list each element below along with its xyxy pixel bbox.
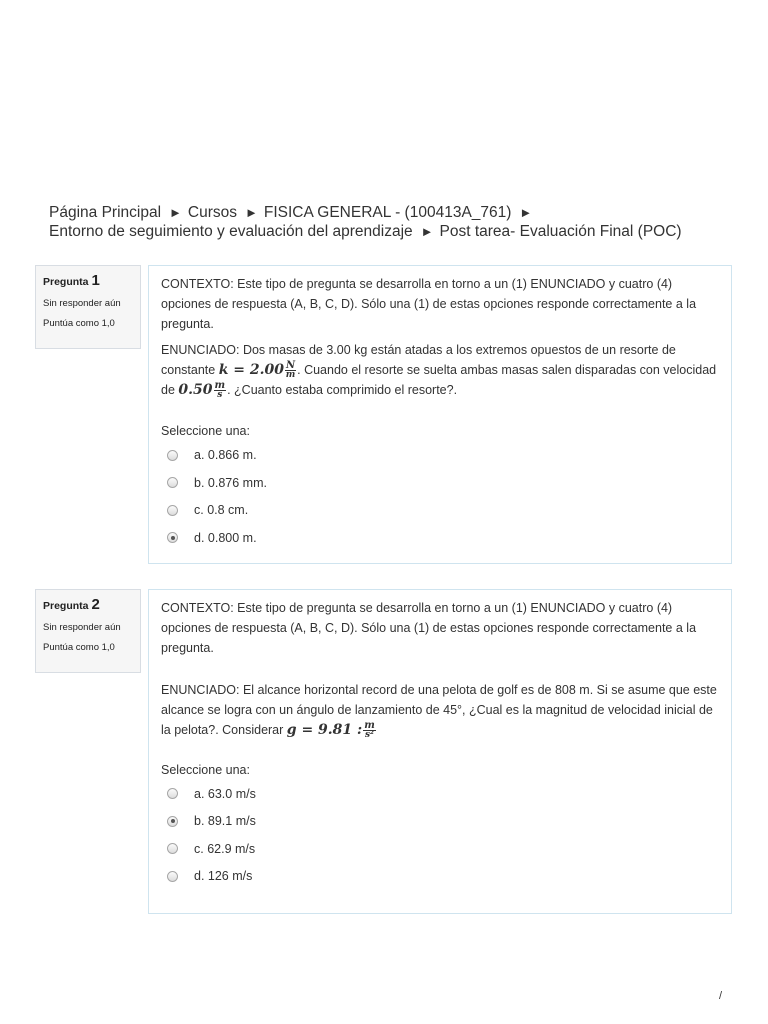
statement-text: ENUNCIADO: El alcance horizontal record de una pelota de golf es de 808 m. Si se asume que este alcance se logra con un ángulo de lanzamiento de 45°, ¿Cual es la magnitud de velocidad inicial de la pelota?. Considerar	[161, 683, 717, 737]
question-1-context: CONTEXTO: Este tipo de pregunta se desarrolla en torno a un (1) ENUNCIADO y cuatro (4) opciones de respuesta (A, B, C, D). Sólo una (1) de estas opciones responde correctamente a la pregunta.	[161, 277, 697, 331]
fraction-denominator: s²	[364, 730, 374, 741]
statement-text: . Cuando el resorte se suelta ambas masas salen disparadas con velocidad de	[161, 363, 717, 398]
question-2-number	[43, 596, 133, 613]
answer-option-d[interactable]	[167, 863, 719, 891]
question-2-statement	[161, 680, 719, 740]
option-label: a. 63.0 m/s	[194, 786, 256, 801]
option-label: b. 0.876 mm.	[194, 475, 267, 490]
fraction-numerator: m	[214, 380, 226, 392]
answer-option-b[interactable]	[167, 469, 719, 497]
question-1-content	[148, 265, 732, 564]
fraction-numerator: N	[285, 360, 296, 372]
math-expression: 0.50	[178, 382, 213, 399]
question-1-prompt: Seleccione una:	[161, 424, 250, 439]
question-number: 1	[91, 272, 100, 289]
answer-option-a[interactable]	[167, 441, 719, 469]
question-2-status: Sin responder aún	[43, 622, 121, 633]
option-label: d. 126 m/s	[194, 869, 253, 884]
question-label: Pregunta	[43, 276, 89, 288]
breadcrumb-section-link[interactable]: Entorno de seguimiento y evaluación del aprendizaje	[49, 223, 413, 240]
page-mark: /	[719, 990, 723, 1002]
math-expression: k = 2.00	[218, 362, 284, 378]
question-2-content	[148, 589, 732, 914]
question-1-grade: Puntúa como 1,0	[43, 318, 115, 329]
question-1-statement	[161, 340, 719, 400]
question-1-info-panel	[35, 265, 141, 349]
breadcrumb-separator-icon: ►	[420, 224, 434, 239]
breadcrumb-separator-icon: ►	[169, 205, 182, 220]
fraction-numerator: m	[364, 720, 375, 732]
statement-text: . ¿Cuanto estaba comprimido el resorte?.	[227, 383, 458, 398]
answer-option-c[interactable]	[167, 835, 719, 863]
breadcrumb-course-link[interactable]: FISICA GENERAL - (100413A_761)	[263, 204, 512, 221]
radio-button[interactable]	[167, 450, 178, 461]
statement-text: ENUNCIADO: Dos masas de 3.00 kg están atadas a los extremos opuestos de un resorte de constante	[161, 343, 676, 377]
question-2-grade: Puntúa como 1,0	[43, 642, 115, 653]
breadcrumb-home-link[interactable]: Página Principal	[49, 204, 162, 221]
breadcrumb-courses-link[interactable]: Cursos	[187, 204, 237, 221]
option-label: c. 62.9 m/s	[194, 841, 256, 856]
question-2-prompt: Seleccione una:	[161, 763, 250, 778]
question-2-context: CONTEXTO: Este tipo de pregunta se desarrolla en torno a un (1) ENUNCIADO y cuatro (4) opciones de respuesta (A, B, C, D). Sólo una (1) de estas opciones responde correctamente a la pregunta.	[161, 601, 697, 655]
radio-button[interactable]	[167, 532, 178, 543]
radio-button[interactable]	[167, 505, 178, 516]
answer-option-a[interactable]	[167, 780, 719, 808]
breadcrumb-separator-icon: ►	[245, 205, 258, 220]
breadcrumb-quiz-link[interactable]: Post tarea- Evaluación Final (POC)	[439, 223, 682, 240]
math-fraction	[285, 361, 296, 380]
radio-button[interactable]	[167, 816, 178, 827]
question-2-info-panel	[35, 589, 141, 673]
radio-button[interactable]	[167, 871, 178, 882]
option-label: c. 0.8 cm.	[194, 503, 249, 518]
question-label: Pregunta	[43, 600, 89, 612]
option-label: d. 0.800 m.	[194, 530, 257, 545]
question-1-number	[43, 272, 133, 289]
question-1-status: Sin responder aún	[43, 298, 121, 309]
breadcrumb-line-2	[49, 222, 749, 241]
radio-button[interactable]	[167, 788, 178, 799]
breadcrumb-separator-icon: ►	[519, 205, 533, 220]
option-label: a. 0.866 m.	[194, 448, 257, 463]
math-expression: g = 9.81 :	[286, 722, 363, 738]
answer-option-b[interactable]	[167, 808, 719, 836]
fraction-denominator: s	[217, 390, 223, 401]
radio-button[interactable]	[167, 843, 178, 854]
math-fraction	[363, 721, 376, 740]
answer-option-d[interactable]	[167, 524, 719, 552]
answer-option-c[interactable]	[167, 496, 719, 524]
radio-button[interactable]	[167, 477, 178, 488]
breadcrumb-line-1	[49, 203, 749, 222]
math-fraction	[214, 381, 227, 400]
breadcrumb	[49, 203, 749, 241]
fraction-denominator: m	[285, 370, 296, 381]
question-number: 2	[91, 596, 100, 613]
option-label: b. 89.1 m/s	[194, 814, 256, 829]
